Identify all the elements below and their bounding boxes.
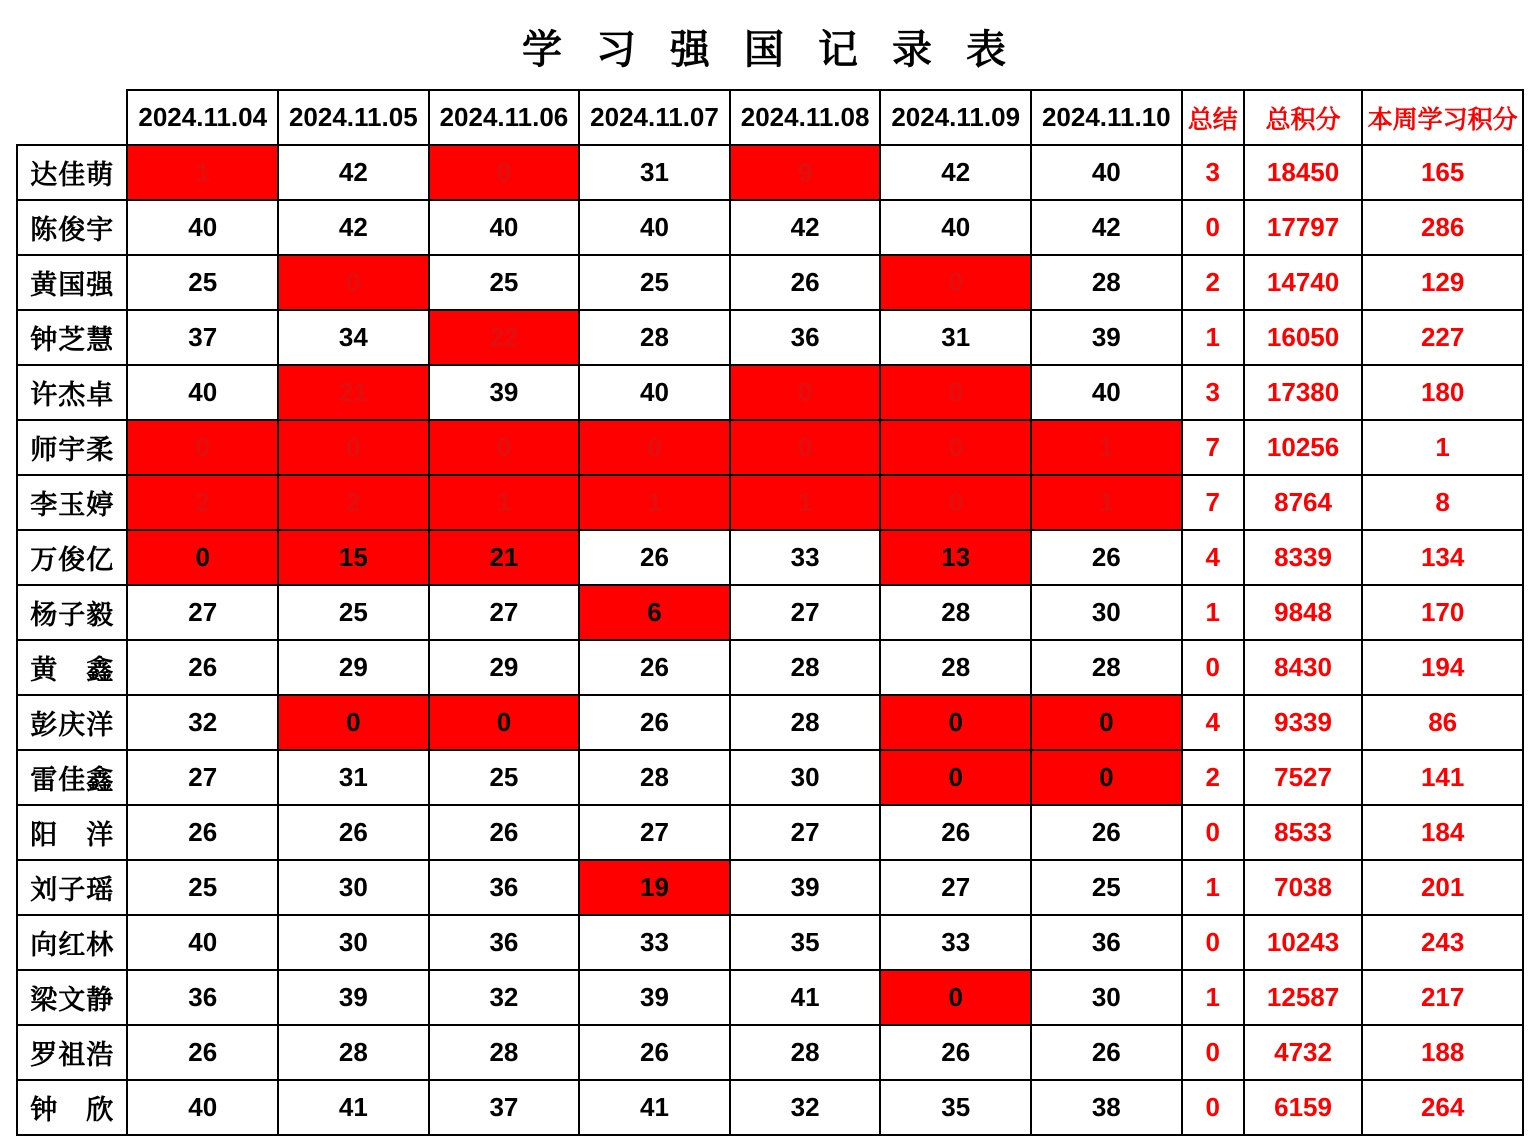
score-cell: 29 xyxy=(429,640,580,695)
score-cell: 40 xyxy=(127,1080,278,1135)
table-row xyxy=(17,200,1523,255)
score-cell: 26 xyxy=(1031,805,1182,860)
score-cell: 30 xyxy=(278,915,429,970)
score-cell: 26 xyxy=(429,805,580,860)
student-name-cell: 钟芝慧 xyxy=(17,310,127,365)
score-cell: 28 xyxy=(880,585,1031,640)
score-cell: 28 xyxy=(880,640,1031,695)
total-points-cell: 6159 xyxy=(1244,1080,1362,1135)
score-cell: 28 xyxy=(1031,255,1182,310)
name-column-header xyxy=(17,90,127,145)
total-points-cell: 4732 xyxy=(1244,1025,1362,1080)
score-cell: 9 xyxy=(730,145,881,200)
date-header-2: 2024.11.05 xyxy=(278,90,429,145)
score-cell: 27 xyxy=(429,585,580,640)
score-cell: 25 xyxy=(127,255,278,310)
weekly-points-cell: 165 xyxy=(1362,145,1523,200)
score-cell: 39 xyxy=(278,970,429,1025)
score-cell: 28 xyxy=(579,310,730,365)
total-points-cell: 10256 xyxy=(1244,420,1362,475)
score-cell: 41 xyxy=(730,970,881,1025)
total-points-cell: 8339 xyxy=(1244,530,1362,585)
total-points-cell: 8764 xyxy=(1244,475,1362,530)
score-cell: 32 xyxy=(730,1080,881,1135)
score-cell: 39 xyxy=(730,860,881,915)
score-cell: 28 xyxy=(429,1025,580,1080)
table-row xyxy=(17,915,1523,970)
score-cell: 2 xyxy=(278,475,429,530)
score-cell: 0 xyxy=(1031,695,1182,750)
student-name-cell: 阳 洋 xyxy=(17,805,127,860)
score-cell: 0 xyxy=(730,365,881,420)
student-name-cell: 达佳萌 xyxy=(17,145,127,200)
date-header-6: 2024.11.09 xyxy=(880,90,1031,145)
score-cell: 30 xyxy=(1031,970,1182,1025)
score-cell: 6 xyxy=(579,585,730,640)
score-cell: 0 xyxy=(880,365,1031,420)
score-cell: 42 xyxy=(1031,200,1182,255)
date-header-7: 2024.11.10 xyxy=(1031,90,1182,145)
score-cell: 25 xyxy=(429,255,580,310)
total-points-cell: 10243 xyxy=(1244,915,1362,970)
score-cell: 37 xyxy=(429,1080,580,1135)
header-row xyxy=(17,90,1523,145)
score-cell: 0 xyxy=(880,475,1031,530)
score-cell: 26 xyxy=(730,255,881,310)
summary-cell: 4 xyxy=(1182,695,1244,750)
score-cell: 0 xyxy=(880,750,1031,805)
weekly-points-cell: 141 xyxy=(1362,750,1523,805)
total-points-cell: 16050 xyxy=(1244,310,1362,365)
score-cell: 32 xyxy=(429,970,580,1025)
total-points-cell: 9848 xyxy=(1244,585,1362,640)
score-cell: 1 xyxy=(1031,420,1182,475)
score-cell: 28 xyxy=(1031,640,1182,695)
table-row xyxy=(17,640,1523,695)
score-cell: 0 xyxy=(127,530,278,585)
weekly-points-cell: 194 xyxy=(1362,640,1523,695)
score-cell: 30 xyxy=(730,750,881,805)
weekly-points-cell: 217 xyxy=(1362,970,1523,1025)
total-points-cell: 9339 xyxy=(1244,695,1362,750)
score-cell: 33 xyxy=(579,915,730,970)
score-cell: 26 xyxy=(278,805,429,860)
score-cell: 0 xyxy=(880,970,1031,1025)
score-cell: 26 xyxy=(579,1025,730,1080)
score-cell: 36 xyxy=(730,310,881,365)
score-cell: 22 xyxy=(429,310,580,365)
student-name-cell: 罗祖浩 xyxy=(17,1025,127,1080)
summary-cell: 0 xyxy=(1182,1025,1244,1080)
score-cell: 28 xyxy=(278,1025,429,1080)
score-cell: 30 xyxy=(1031,585,1182,640)
page-title: 学 习 强 国 记 录 表 xyxy=(522,27,1018,72)
score-cell: 40 xyxy=(579,365,730,420)
score-cell: 35 xyxy=(730,915,881,970)
score-cell: 1 xyxy=(429,475,580,530)
total-points-cell: 8533 xyxy=(1244,805,1362,860)
weekly-points-cell: 201 xyxy=(1362,860,1523,915)
summary-cell: 2 xyxy=(1182,255,1244,310)
score-cell: 36 xyxy=(429,860,580,915)
table-row xyxy=(17,695,1523,750)
weekly-points-cell: 134 xyxy=(1362,530,1523,585)
weekly-points-cell: 264 xyxy=(1362,1080,1523,1135)
score-cell: 42 xyxy=(880,145,1031,200)
table-row xyxy=(17,310,1523,365)
score-cell: 21 xyxy=(429,530,580,585)
score-cell: 26 xyxy=(579,640,730,695)
student-name-cell: 梁文静 xyxy=(17,970,127,1025)
weekly-points-cell: 184 xyxy=(1362,805,1523,860)
score-cell: 30 xyxy=(278,860,429,915)
score-cell: 26 xyxy=(1031,530,1182,585)
score-cell: 35 xyxy=(880,1080,1031,1135)
summary-cell: 0 xyxy=(1182,805,1244,860)
date-header-5: 2024.11.08 xyxy=(730,90,881,145)
score-cell: 0 xyxy=(880,695,1031,750)
weekly-points-cell: 170 xyxy=(1362,585,1523,640)
weekly-points-column-header: 本周学习积分 xyxy=(1362,90,1523,145)
score-cell: 1 xyxy=(579,475,730,530)
score-cell: 41 xyxy=(278,1080,429,1135)
summary-cell: 3 xyxy=(1182,365,1244,420)
score-cell: 1 xyxy=(1031,475,1182,530)
score-cell: 40 xyxy=(127,200,278,255)
score-cell: 0 xyxy=(880,255,1031,310)
score-cell: 29 xyxy=(278,640,429,695)
student-name-cell: 向红林 xyxy=(17,915,127,970)
student-name-cell: 刘子瑶 xyxy=(17,860,127,915)
summary-cell: 1 xyxy=(1182,860,1244,915)
summary-cell: 1 xyxy=(1182,970,1244,1025)
score-cell: 0 xyxy=(429,145,580,200)
score-cell: 36 xyxy=(429,915,580,970)
score-cell: 42 xyxy=(278,145,429,200)
total-points-cell: 17380 xyxy=(1244,365,1362,420)
student-name-cell: 许杰卓 xyxy=(17,365,127,420)
score-cell: 26 xyxy=(127,640,278,695)
score-cell: 0 xyxy=(127,420,278,475)
score-cell: 27 xyxy=(730,585,881,640)
table-row xyxy=(17,1080,1523,1135)
score-cell: 13 xyxy=(880,530,1031,585)
score-cell: 40 xyxy=(429,200,580,255)
total-points-column-header: 总积分 xyxy=(1244,90,1362,145)
summary-cell: 0 xyxy=(1182,915,1244,970)
table-row xyxy=(17,750,1523,805)
summary-cell: 4 xyxy=(1182,530,1244,585)
total-points-cell: 18450 xyxy=(1244,145,1362,200)
summary-cell: 3 xyxy=(1182,145,1244,200)
total-points-cell: 7527 xyxy=(1244,750,1362,805)
score-cell: 27 xyxy=(880,860,1031,915)
student-name-cell: 李玉婷 xyxy=(17,475,127,530)
score-cell: 39 xyxy=(429,365,580,420)
table-body xyxy=(17,145,1523,1135)
score-cell: 42 xyxy=(730,200,881,255)
total-points-cell: 7038 xyxy=(1244,860,1362,915)
score-cell: 19 xyxy=(579,860,730,915)
student-name-cell: 钟 欣 xyxy=(17,1080,127,1135)
score-cell: 40 xyxy=(579,200,730,255)
total-points-cell: 12587 xyxy=(1244,970,1362,1025)
weekly-points-cell: 1 xyxy=(1362,420,1523,475)
summary-cell: 0 xyxy=(1182,640,1244,695)
summary-cell: 1 xyxy=(1182,585,1244,640)
score-cell: 21 xyxy=(278,365,429,420)
score-cell: 40 xyxy=(1031,145,1182,200)
summary-cell: 7 xyxy=(1182,420,1244,475)
weekly-points-cell: 8 xyxy=(1362,475,1523,530)
score-cell: 40 xyxy=(127,365,278,420)
score-cell: 33 xyxy=(730,530,881,585)
score-cell: 33 xyxy=(880,915,1031,970)
student-name-cell: 雷佳鑫 xyxy=(17,750,127,805)
score-cell: 27 xyxy=(127,585,278,640)
table-row xyxy=(17,970,1523,1025)
student-name-cell: 万俊亿 xyxy=(17,530,127,585)
summary-cell: 1 xyxy=(1182,310,1244,365)
total-points-cell: 17797 xyxy=(1244,200,1362,255)
score-cell: 26 xyxy=(579,530,730,585)
student-name-cell: 师宇柔 xyxy=(17,420,127,475)
study-record-table xyxy=(16,89,1524,1136)
table-header xyxy=(17,90,1523,145)
score-cell: 0 xyxy=(278,255,429,310)
summary-column-header: 总结 xyxy=(1182,90,1244,145)
score-cell: 0 xyxy=(278,695,429,750)
score-cell: 28 xyxy=(730,640,881,695)
score-cell: 40 xyxy=(880,200,1031,255)
score-cell: 39 xyxy=(579,970,730,1025)
student-name-cell: 彭庆洋 xyxy=(17,695,127,750)
score-cell: 28 xyxy=(730,695,881,750)
score-cell: 26 xyxy=(880,805,1031,860)
score-cell: 1 xyxy=(730,475,881,530)
score-cell: 1 xyxy=(127,145,278,200)
score-cell: 39 xyxy=(1031,310,1182,365)
score-cell: 31 xyxy=(880,310,1031,365)
summary-cell: 2 xyxy=(1182,750,1244,805)
score-cell: 0 xyxy=(278,420,429,475)
table-row xyxy=(17,475,1523,530)
score-cell: 27 xyxy=(127,750,278,805)
score-cell: 25 xyxy=(579,255,730,310)
summary-cell: 7 xyxy=(1182,475,1244,530)
score-cell: 25 xyxy=(278,585,429,640)
score-cell: 38 xyxy=(1031,1080,1182,1135)
score-cell: 27 xyxy=(579,805,730,860)
table-row xyxy=(17,530,1523,585)
score-cell: 40 xyxy=(1031,365,1182,420)
score-cell: 26 xyxy=(127,805,278,860)
summary-cell: 0 xyxy=(1182,200,1244,255)
weekly-points-cell: 286 xyxy=(1362,200,1523,255)
student-name-cell: 杨子毅 xyxy=(17,585,127,640)
score-cell: 31 xyxy=(278,750,429,805)
score-cell: 42 xyxy=(278,200,429,255)
score-cell: 0 xyxy=(880,420,1031,475)
score-cell: 37 xyxy=(127,310,278,365)
table-row xyxy=(17,805,1523,860)
score-cell: 32 xyxy=(127,695,278,750)
score-cell: 34 xyxy=(278,310,429,365)
score-cell: 28 xyxy=(730,1025,881,1080)
table-row xyxy=(17,255,1523,310)
weekly-points-cell: 227 xyxy=(1362,310,1523,365)
score-cell: 31 xyxy=(579,145,730,200)
weekly-points-cell: 180 xyxy=(1362,365,1523,420)
student-name-cell: 黄国强 xyxy=(17,255,127,310)
date-header-1: 2024.11.04 xyxy=(127,90,278,145)
score-cell: 0 xyxy=(579,420,730,475)
table-row xyxy=(17,860,1523,915)
summary-cell: 0 xyxy=(1182,1080,1244,1135)
score-cell: 0 xyxy=(429,695,580,750)
table-row xyxy=(17,1025,1523,1080)
score-cell: 26 xyxy=(127,1025,278,1080)
score-cell: 25 xyxy=(127,860,278,915)
table-row xyxy=(17,420,1523,475)
score-cell: 25 xyxy=(1031,860,1182,915)
student-name-cell: 陈俊宇 xyxy=(17,200,127,255)
date-header-3: 2024.11.06 xyxy=(429,90,580,145)
date-header-4: 2024.11.07 xyxy=(579,90,730,145)
score-cell: 15 xyxy=(278,530,429,585)
student-name-cell: 黄 鑫 xyxy=(17,640,127,695)
weekly-points-cell: 129 xyxy=(1362,255,1523,310)
table-row xyxy=(17,365,1523,420)
weekly-points-cell: 86 xyxy=(1362,695,1523,750)
score-cell: 36 xyxy=(1031,915,1182,970)
weekly-points-cell: 243 xyxy=(1362,915,1523,970)
score-cell: 26 xyxy=(1031,1025,1182,1080)
score-cell: 26 xyxy=(880,1025,1031,1080)
total-points-cell: 8430 xyxy=(1244,640,1362,695)
score-cell: 26 xyxy=(579,695,730,750)
score-cell: 25 xyxy=(429,750,580,805)
score-cell: 27 xyxy=(730,805,881,860)
total-points-cell: 14740 xyxy=(1244,255,1362,310)
table-row xyxy=(17,145,1523,200)
score-cell: 36 xyxy=(127,970,278,1025)
score-cell: 0 xyxy=(730,420,881,475)
weekly-points-cell: 188 xyxy=(1362,1025,1523,1080)
score-cell: 40 xyxy=(127,915,278,970)
score-cell: 0 xyxy=(1031,750,1182,805)
table-row xyxy=(17,585,1523,640)
score-cell: 2 xyxy=(127,475,278,530)
score-cell: 41 xyxy=(579,1080,730,1135)
score-cell: 0 xyxy=(429,420,580,475)
score-cell: 28 xyxy=(579,750,730,805)
